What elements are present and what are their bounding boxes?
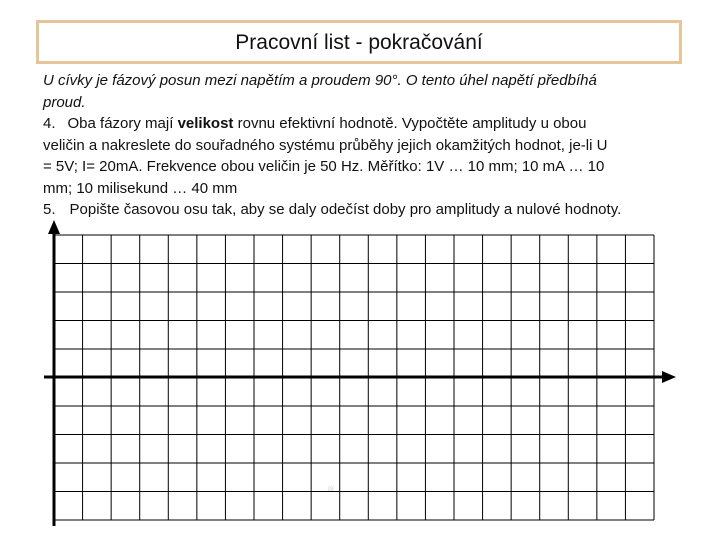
text-line-1: U cívky je fázový posun mezi napětím a proudem 90°. O tento úhel napětí předbíhá	[43, 72, 597, 89]
page-title: Pracovní list - pokračování	[235, 31, 483, 54]
y-axis-arrow	[48, 220, 60, 234]
x-axis-arrow	[662, 371, 676, 383]
text-line-2: proud.	[43, 93, 86, 111]
text-line-5: = 5V; I= 20mA. Frekvence obou veličin je 50 Hz. Měřítko: 1V … 10 mm; 10 mA … 10	[43, 158, 605, 175]
text-line-4: veličin a nakreslete do souřadného systému průběhy jejich okamžitých hodnot, je-li U	[43, 136, 608, 154]
item-4-number: 4.	[43, 115, 56, 132]
item-4-text-start: Oba fázory mají	[67, 115, 178, 132]
faint-grid-label: ííí	[328, 486, 334, 493]
item-5-number: 5.	[43, 201, 56, 218]
text-line-6: mm; 10 milisekund … 40 mm	[43, 179, 238, 197]
item-4-text-end: rovnu efektivní hodnotě. Vypočtěte amplitudy u obou	[233, 115, 587, 132]
item-4-bold-word: velikost	[177, 115, 234, 132]
item-5-text: Popište časovou osu tak, aby se daly odečíst doby pro amplitudy a nulové hodnoty.	[69, 201, 622, 218]
